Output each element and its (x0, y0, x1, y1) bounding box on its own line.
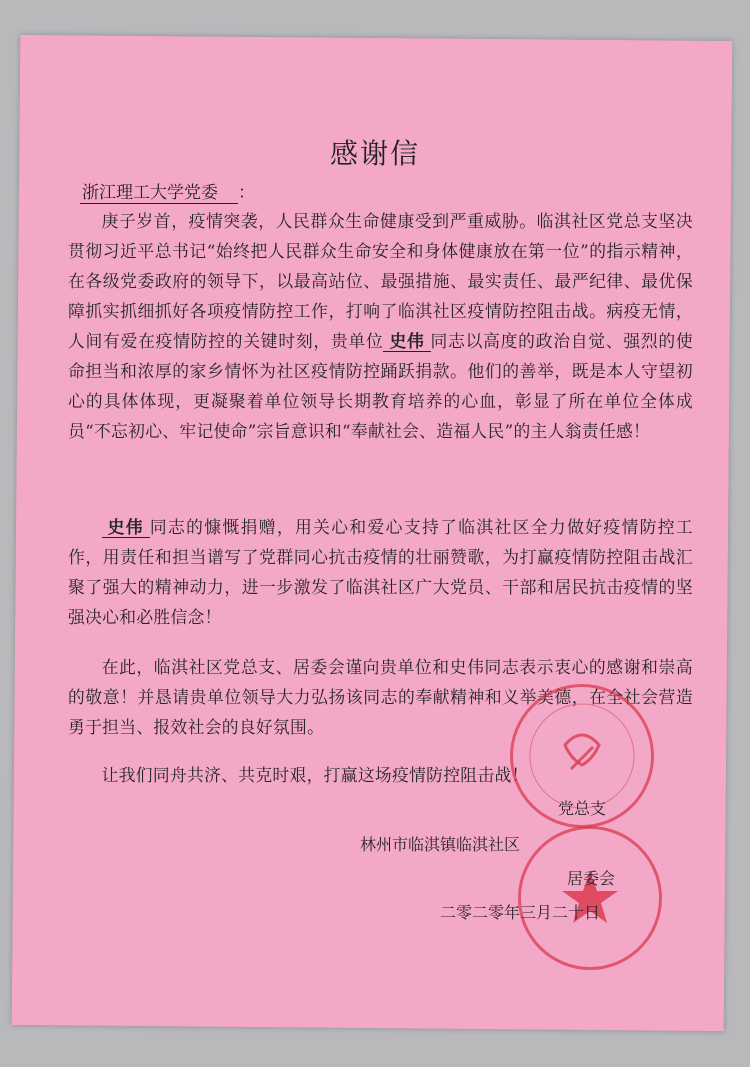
recipient-colon: ： (238, 183, 255, 203)
recipient-name: 浙江理工大学党委 (80, 178, 238, 204)
signature-party-branch: 党总支 (558, 799, 607, 818)
paragraph-1-text-b: 同志以高度的政治自觉、强烈的使命担当和浓厚的家乡情怀为社区疫情防控踊跃捐款。他们的善举，既是本人守望初心的具体体现，更凝聚着单位领导长期教育培养的心血，彰显了所在单位全体成员“不忘初心、牢记使命”宗旨意识和“奉献社会、造福人民”的主人翁责任感！ (68, 331, 693, 441)
donor-name: 史伟 (383, 331, 430, 352)
signature-community: 林州市临淇镇临淇社区 (360, 835, 521, 854)
paragraph-1-text-a: 庚子岁首，疫情突袭，人民群众生命健康受到严重威胁。临淇社区党总支坚决贯彻习近平总书记“始终把人民群众生命安全和身体健康放在第一位”的指示精神，在各级党委政府的领导下，以最高站位、最强措施、最实责任、最严纪律、最优保障抓实抓细抓好各项疫情防控工作，打响了临淇社区疫情防控阻击战。病疫无情，人间有爱在疫情防控的关键时刻，贵单位 (68, 211, 693, 351)
paragraph-1 (68, 206, 693, 446)
residents-committee-seal (518, 826, 662, 970)
donor-name-2: 史伟 (102, 517, 150, 538)
paragraph-3-text: 在此，临淇社区党总支、居委会谨向贵单位和史伟同志表示衷心的感谢和崇高的敬意！并恳请贵单位领导大力弘扬该同志的奉献精神和义举美德，在全社会营造勇于担当、报效社会的良好氛围。 (68, 657, 693, 737)
letter-title: 感谢信 (329, 137, 420, 170)
paragraph-2-text: 同志的慷慨捐赠，用关心和爱心支持了临淇社区全力做好疫情防控工作，用责任和担当谱写了党群同心抗击疫情的壮丽赞歌，为打赢疫情防控阻击战汇聚了强大的精神动力，进一步激发了临淇社区广大党员、干部和居民抗击疫情的坚强决心和必胜信念！ (68, 517, 693, 627)
paragraph-4-text: 让我们同舟共济、共克时艰，打赢这场疫情防控阻击战！ (101, 765, 529, 785)
signature-date: 二零二零年三月二十日 (440, 903, 601, 922)
salutation (80, 178, 255, 204)
paragraph-2 (68, 512, 693, 632)
signature-committee: 居委会 (567, 869, 616, 888)
